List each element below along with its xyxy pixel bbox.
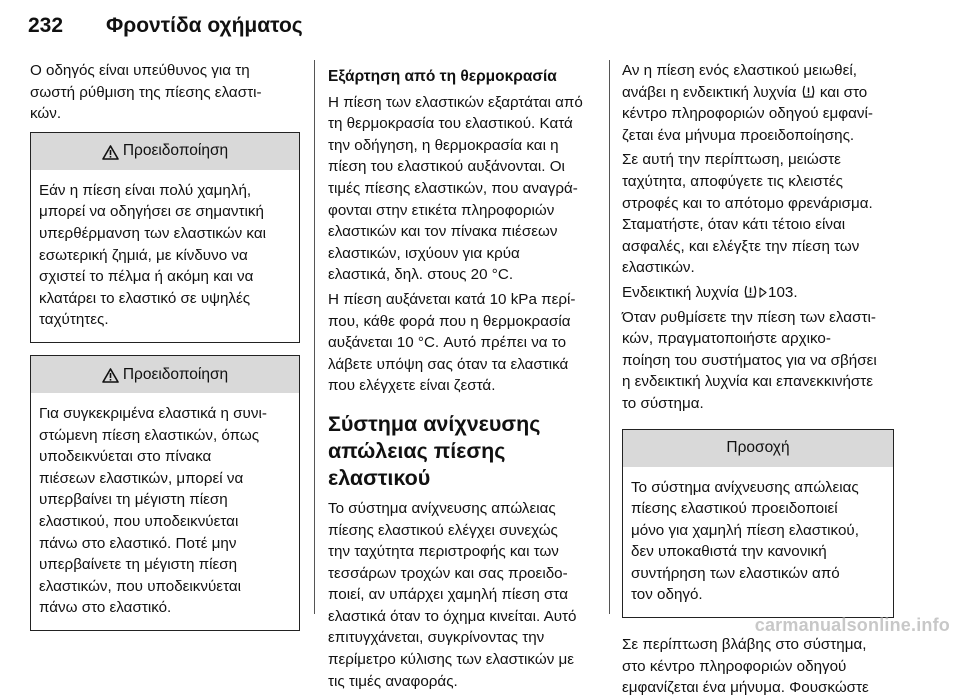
notice-box-text: Το σύστημα ανίχνευσης απώλειας πίεσης ελαστικού προειδοποιεί μόνο για χαμηλή πίεση ελαστικού, δεν υποκαθιστά την κανονική συντήρηση των ελαστικών από τον οδηγό. (631, 478, 859, 604)
column-3 (622, 60, 894, 699)
page-number: 232 (28, 14, 64, 37)
column-divider-2 (609, 60, 610, 614)
subheading-temperature: Εξάρτηση από τη θερμοκρασία (328, 68, 557, 85)
temperature-paragraph-2: Η πίεση αυξάνεται κατά 10 kPa περί- που, κάθε φορά που η θερμοκρασία αυξάνεται 10 °C. Αυτό πρέπει να το λάβετε υπόψη σας όταν τα ελαστικά που ελέγχετε είναι ζεστά. (328, 290, 576, 395)
section-heading-tpms: Σύστημα ανίχνευσης απώλειας πίεσης ελαστικού (328, 411, 541, 490)
page-header (28, 6, 303, 46)
warning-triangle-icon (102, 368, 119, 383)
notice-box-title: Προσοχή (726, 439, 790, 457)
warning-box-2 (30, 355, 300, 631)
warning-box-1-text: Εάν η πίεση είναι πολύ χαμηλή, μπορεί να οδηγήσει σε σημαντική υπερθέρμανση των ελαστικών και εσωτερική ζημιά, με κίνδυνο να σχιστεί το πέλμα ή ακόμη και να κλατάρει το ελαστικό σε υψηλές ταχύτητες. (39, 181, 266, 329)
page-reference-arrow-icon[interactable] (759, 287, 767, 298)
warning-box-1-title: Προειδοποίηση (122, 142, 229, 160)
lamp-paragraph (622, 60, 894, 146)
temperature-paragraph-1: Η πίεση των ελαστικών εξαρτάται από τη θερμοκρασία του ελαστικού. Κατά την οδήγηση, η θερμοκρασία και η πίεση του ελαστικού αυξάνονται. Οι τιμές πίεσης ελαστικών, που αναγρά- φονται στην ετικέτα πληροφοριών ελαστικών και τον πίνακα πιέσεων ελαστικών, ισχύουν για κρύα ελαστικά, δηλ. στους 20 °C. (328, 93, 583, 284)
notice-box-header (623, 430, 893, 467)
lamp-reference (622, 282, 894, 304)
intro-paragraph: Ο οδηγός είναι υπεύθυνος για τη σωστή ρύθμιση της πίεσης ελαστι- κών. (30, 62, 262, 123)
warning-box-1 (30, 132, 300, 343)
notice-box (622, 429, 894, 619)
tire-pressure-lamp-icon (743, 284, 758, 299)
lamp-reference-page[interactable]: 103. (768, 283, 798, 301)
reset-paragraph: Όταν ρυθμίσετε την πίεση των ελαστι- κών, πραγματοποιήστε αρχικο- ποίηση του συστήματος για να σβήσει η ενδεικτική λυχνία και επανεκκινήστε το σύστημα. (622, 308, 877, 412)
page-title: Φροντίδα οχήματος (106, 14, 303, 37)
tire-pressure-lamp-icon (801, 84, 816, 99)
column-divider-1 (314, 60, 315, 614)
lamp-paragraph-text-b: και στο κέντρο πληροφοριών οδηγού εμφανί- ζεται ένα μήνυμα προειδοποίησης. (622, 83, 873, 144)
lamp-reference-label: Ενδεικτική λυχνία (622, 283, 744, 301)
watermark: carmanualsonline.info (754, 615, 950, 635)
fault-paragraph: Σε περίπτωση βλάβης στο σύστημα, στο κέντρο πληροφοριών οδηγού εμφανίζεται ένα μήνυμα. Φουσκώστε (622, 636, 869, 697)
warning-box-2-header (31, 356, 299, 393)
warning-box-1-header (31, 133, 299, 170)
column-2 (328, 66, 596, 692)
lamp-paragraph-text-a: Αν η πίεση ενός ελαστικού μειωθεί, ανάβει η ενδεικτική λυχνία (622, 62, 857, 101)
warning-box-2-title: Προειδοποίηση (122, 365, 229, 383)
warning-triangle-icon (102, 145, 119, 160)
column-1 (30, 60, 300, 631)
tpms-paragraph: Το σύστημα ανίχνευσης απώλειας πίεσης ελαστικού ελέγχει συνεχώς την ταχύτητα περιστροφής και των τεσσάρων τροχών και σας προειδο- ποιεί, αν υπάρχει χαμηλή πίεση στα ελαστικά όταν το όχημα κινείται. Αυτό επιτυγχάνεται, συγκρίνοντας την περίμετρο κύλισης των ελαστικών με τις τιμές αναφοράς. (328, 499, 577, 690)
action-paragraph: Σε αυτή την περίπτωση, μειώστε ταχύτητα, αποφύγετε τις κλειστές στροφές και το απότομο φρενάρισμα. Σταματήστε, όταν κάτι τέτοιο είναι ασφαλές, και ελέγξτε την πίεση των ελαστικών. (622, 151, 873, 277)
warning-box-2-text: Για συγκεκριμένα ελαστικά η συνι- στώμενη πίεση ελαστικών, όπως υποδεικνύεται στο πίνακα πιέσεων ελαστικών, μπορεί να υπερβαίνει τη μέγιστη πίεση ελαστικού, που υποδεικνύεται πάνω στο ελαστικό. Ποτέ μην υπερβαίνετε τη μέγιστη πίεση ελαστικών, που υποδεικνύεται πάνω στο ελαστικό. (39, 404, 267, 617)
